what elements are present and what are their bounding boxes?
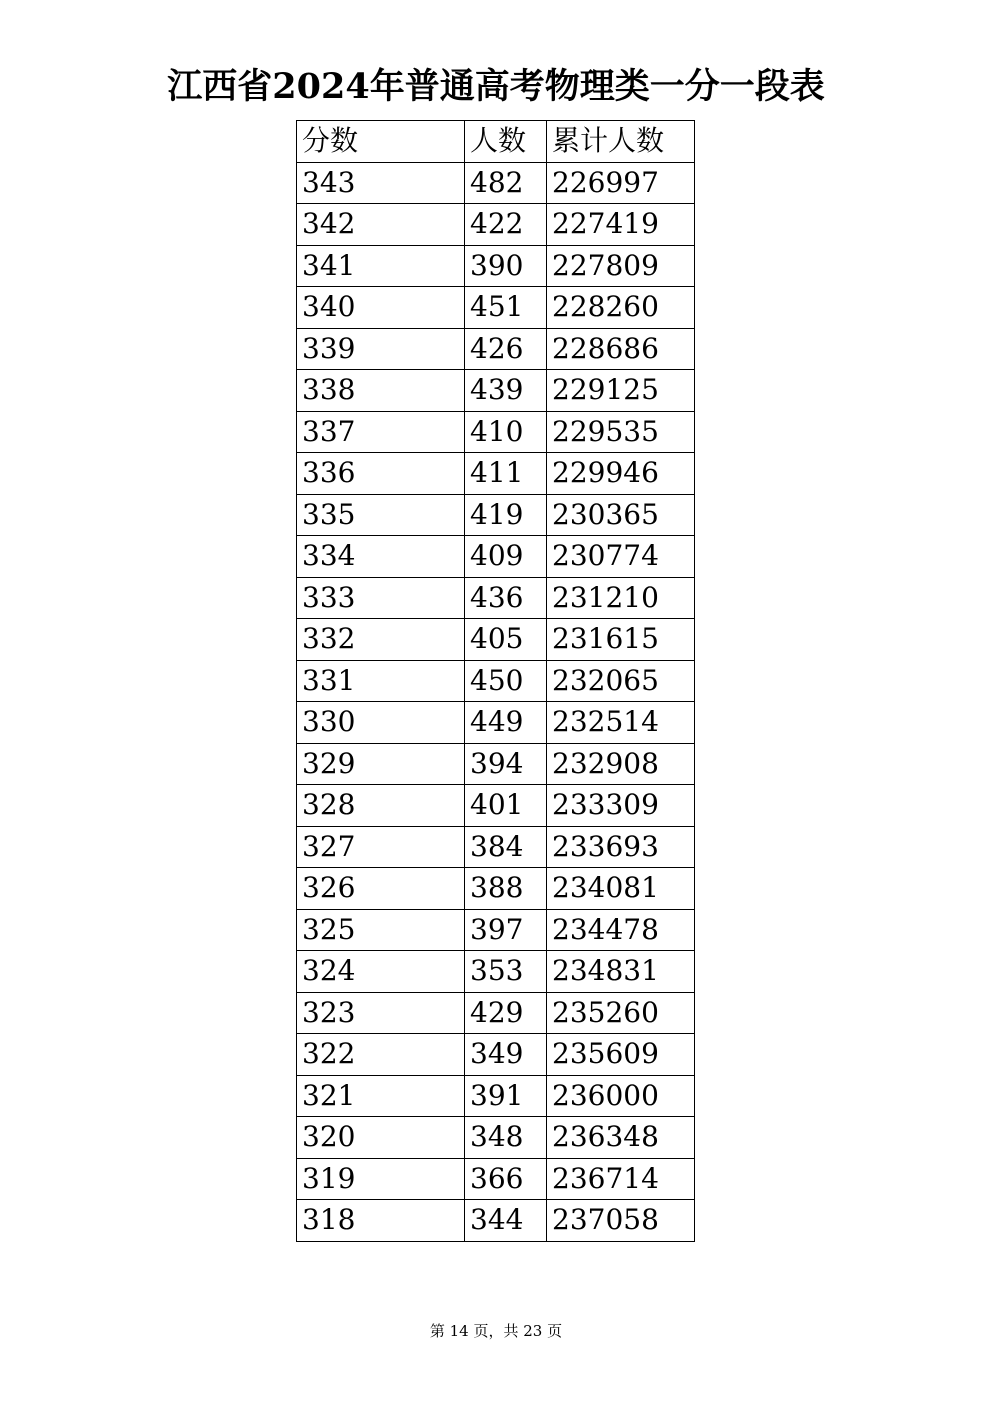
cell-score: 320 xyxy=(297,1117,465,1159)
cell-score: 329 xyxy=(297,743,465,785)
table-row xyxy=(297,660,695,702)
cell-score: 331 xyxy=(297,660,465,702)
table-row xyxy=(297,245,695,287)
cell-cumulative: 229946 xyxy=(547,453,695,495)
cell-count: 451 xyxy=(465,287,547,329)
cell-score: 335 xyxy=(297,494,465,536)
table-row xyxy=(297,909,695,951)
cell-count: 422 xyxy=(465,204,547,246)
cell-count: 410 xyxy=(465,411,547,453)
table-row xyxy=(297,1200,695,1242)
table-row xyxy=(297,1034,695,1076)
cell-score: 328 xyxy=(297,785,465,827)
score-distribution-table xyxy=(296,120,695,1242)
table-row xyxy=(297,868,695,910)
table-row xyxy=(297,328,695,370)
cell-count: 419 xyxy=(465,494,547,536)
cell-cumulative: 234831 xyxy=(547,951,695,993)
cell-score: 336 xyxy=(297,453,465,495)
table-row xyxy=(297,992,695,1034)
table-row xyxy=(297,204,695,246)
cell-score: 333 xyxy=(297,577,465,619)
cell-cumulative: 236348 xyxy=(547,1117,695,1159)
cell-count: 384 xyxy=(465,826,547,868)
cell-count: 366 xyxy=(465,1158,547,1200)
cell-score: 334 xyxy=(297,536,465,578)
cell-score: 330 xyxy=(297,702,465,744)
header-score: 分数 xyxy=(297,121,465,163)
cell-cumulative: 229535 xyxy=(547,411,695,453)
cell-count: 348 xyxy=(465,1117,547,1159)
cell-cumulative: 234081 xyxy=(547,868,695,910)
cell-count: 439 xyxy=(465,370,547,412)
cell-score: 343 xyxy=(297,162,465,204)
cell-cumulative: 228686 xyxy=(547,328,695,370)
table-row xyxy=(297,951,695,993)
cell-count: 405 xyxy=(465,619,547,661)
cell-score: 321 xyxy=(297,1075,465,1117)
cell-score: 322 xyxy=(297,1034,465,1076)
cell-cumulative: 227809 xyxy=(547,245,695,287)
cell-score: 338 xyxy=(297,370,465,412)
cell-cumulative: 236714 xyxy=(547,1158,695,1200)
table-row xyxy=(297,494,695,536)
cell-cumulative: 229125 xyxy=(547,370,695,412)
cell-count: 401 xyxy=(465,785,547,827)
table-row xyxy=(297,453,695,495)
table-row xyxy=(297,1158,695,1200)
cell-cumulative: 233693 xyxy=(547,826,695,868)
cell-score: 326 xyxy=(297,868,465,910)
cell-count: 450 xyxy=(465,660,547,702)
table-row xyxy=(297,1075,695,1117)
cell-cumulative: 236000 xyxy=(547,1075,695,1117)
cell-score: 323 xyxy=(297,992,465,1034)
table-row xyxy=(297,785,695,827)
table-row xyxy=(297,619,695,661)
table-row xyxy=(297,1117,695,1159)
cell-cumulative: 232908 xyxy=(547,743,695,785)
cell-cumulative: 231210 xyxy=(547,577,695,619)
cell-count: 482 xyxy=(465,162,547,204)
cell-count: 394 xyxy=(465,743,547,785)
cell-count: 388 xyxy=(465,868,547,910)
cell-cumulative: 228260 xyxy=(547,287,695,329)
table-row xyxy=(297,370,695,412)
page-title: 江西省2024年普通高考物理类一分一段表 xyxy=(167,66,825,107)
cell-count: 429 xyxy=(465,992,547,1034)
cell-count: 426 xyxy=(465,328,547,370)
cell-count: 344 xyxy=(465,1200,547,1242)
cell-score: 341 xyxy=(297,245,465,287)
cell-score: 324 xyxy=(297,951,465,993)
cell-count: 349 xyxy=(465,1034,547,1076)
table-row xyxy=(297,162,695,204)
table-row xyxy=(297,702,695,744)
cell-count: 397 xyxy=(465,909,547,951)
cell-score: 319 xyxy=(297,1158,465,1200)
table-row xyxy=(297,826,695,868)
cell-cumulative: 234478 xyxy=(547,909,695,951)
cell-cumulative: 227419 xyxy=(547,204,695,246)
header-count: 人数 xyxy=(465,121,547,163)
table-row xyxy=(297,743,695,785)
table-row xyxy=(297,411,695,453)
table-body xyxy=(297,162,695,1241)
cell-score: 318 xyxy=(297,1200,465,1242)
cell-cumulative: 235260 xyxy=(547,992,695,1034)
cell-score: 325 xyxy=(297,909,465,951)
cell-count: 390 xyxy=(465,245,547,287)
cell-score: 332 xyxy=(297,619,465,661)
cell-score: 339 xyxy=(297,328,465,370)
cell-cumulative: 226997 xyxy=(547,162,695,204)
cell-cumulative: 233309 xyxy=(547,785,695,827)
table-row xyxy=(297,577,695,619)
cell-count: 436 xyxy=(465,577,547,619)
cell-cumulative: 235609 xyxy=(547,1034,695,1076)
cell-score: 342 xyxy=(297,204,465,246)
cell-score: 337 xyxy=(297,411,465,453)
cell-count: 411 xyxy=(465,453,547,495)
cell-count: 353 xyxy=(465,951,547,993)
cell-cumulative: 232514 xyxy=(547,702,695,744)
cell-count: 409 xyxy=(465,536,547,578)
table-header-row xyxy=(297,121,695,163)
cell-cumulative: 230774 xyxy=(547,536,695,578)
cell-cumulative: 230365 xyxy=(547,494,695,536)
table-row xyxy=(297,287,695,329)
cell-count: 449 xyxy=(465,702,547,744)
cell-score: 327 xyxy=(297,826,465,868)
table-row xyxy=(297,536,695,578)
cell-cumulative: 231615 xyxy=(547,619,695,661)
cell-cumulative: 237058 xyxy=(547,1200,695,1242)
cell-score: 340 xyxy=(297,287,465,329)
cell-cumulative: 232065 xyxy=(547,660,695,702)
cell-count: 391 xyxy=(465,1075,547,1117)
header-cumulative: 累计人数 xyxy=(547,121,695,163)
page-footer: 第 14 页，共 23 页 xyxy=(429,1322,563,1340)
